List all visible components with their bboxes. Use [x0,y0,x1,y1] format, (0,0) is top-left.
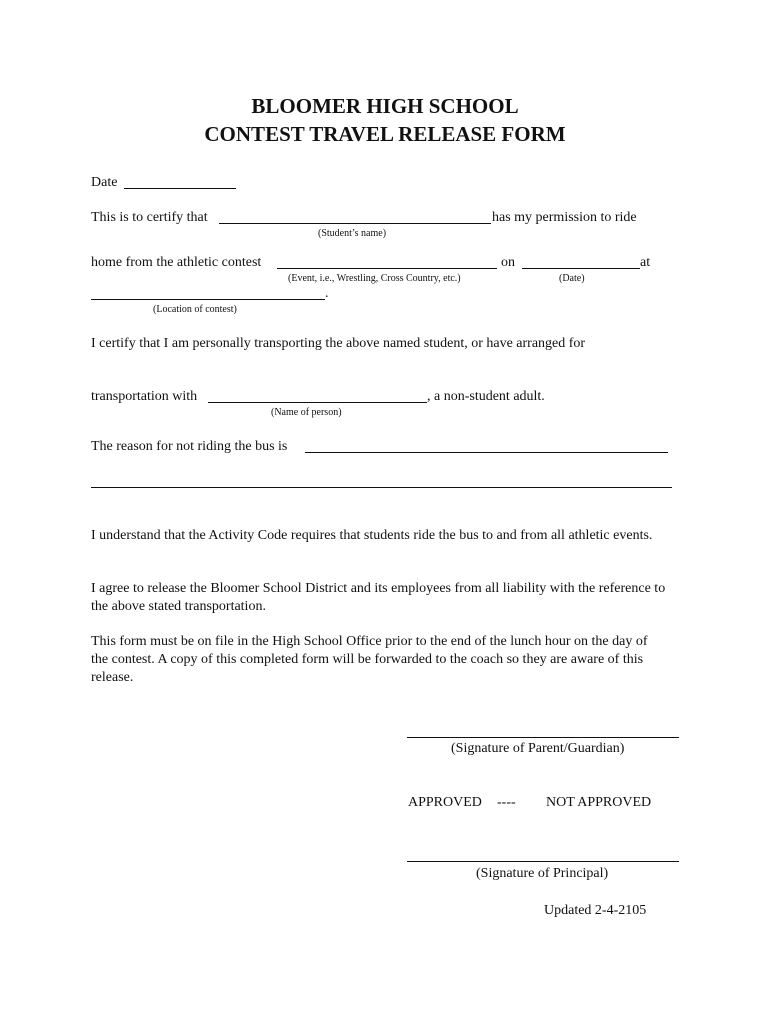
location-caption: (Location of contest) [153,304,237,315]
parent-signature-caption: (Signature of Parent/Guardian) [451,741,625,756]
principal-signature-caption: (Signature of Principal) [476,866,609,881]
on-label: on [501,255,515,270]
form-title-line-2: CONTEST TRAVEL RELEASE FORM [204,122,566,146]
parent-signature-line[interactable] [407,737,679,738]
transport-person-blank-line[interactable] [208,402,427,403]
date-label: Date [91,175,118,190]
transport-suffix: , a non-student adult. [427,389,545,404]
updated-text: Updated 2-4-2105 [544,903,647,918]
principal-signature-line[interactable] [407,861,679,862]
contest-date-blank-line[interactable] [522,268,640,269]
name-caption: (Name of person) [271,407,342,418]
student-name-caption: (Student’s name) [318,228,387,239]
event-caption: (Event, i.e., Wrestling, Cross Country, etc.) [288,273,461,284]
certify-prefix: This is to certify that [91,210,208,225]
location-period: . [325,286,329,301]
date-blank-line[interactable] [124,188,236,189]
transport-prefix: transportation with [91,389,198,404]
file-paragraph: This form must be on file in the High School Office prior to the end of the lunch hour on the day of the contest. A copy of this completed form will be forwarded to the coach so they are aware of this release. [91,634,648,685]
release-paragraph: I agree to release the Bloomer School District and its employees from all liability with the reference to the above stated transportation. [91,581,666,614]
reason-blank-line-2[interactable] [91,487,672,488]
approved-label: APPROVED [408,795,482,810]
certify-suffix: has my permission to ride [492,210,637,225]
student-name-blank-line[interactable] [219,223,491,224]
event-blank-line[interactable] [277,268,497,269]
reason-label: The reason for not riding the bus is [91,439,288,454]
date-caption: (Date) [559,273,585,284]
contest-prefix: home from the athletic contest [91,255,262,270]
activity-code-paragraph: I understand that the Activity Code requires that students ride the bus to and from all athletic events. [91,528,653,543]
form-title-line-1: BLOOMER HIGH SCHOOL [251,94,519,118]
reason-blank-line-1[interactable] [305,452,668,453]
transport-statement: I certify that I am personally transporting the above named student, or have arranged for [91,336,586,351]
at-label: at [640,255,651,270]
location-blank-line[interactable] [91,299,325,300]
not-approved-label: NOT APPROVED [546,795,652,810]
approval-separator: ---- [497,795,516,810]
